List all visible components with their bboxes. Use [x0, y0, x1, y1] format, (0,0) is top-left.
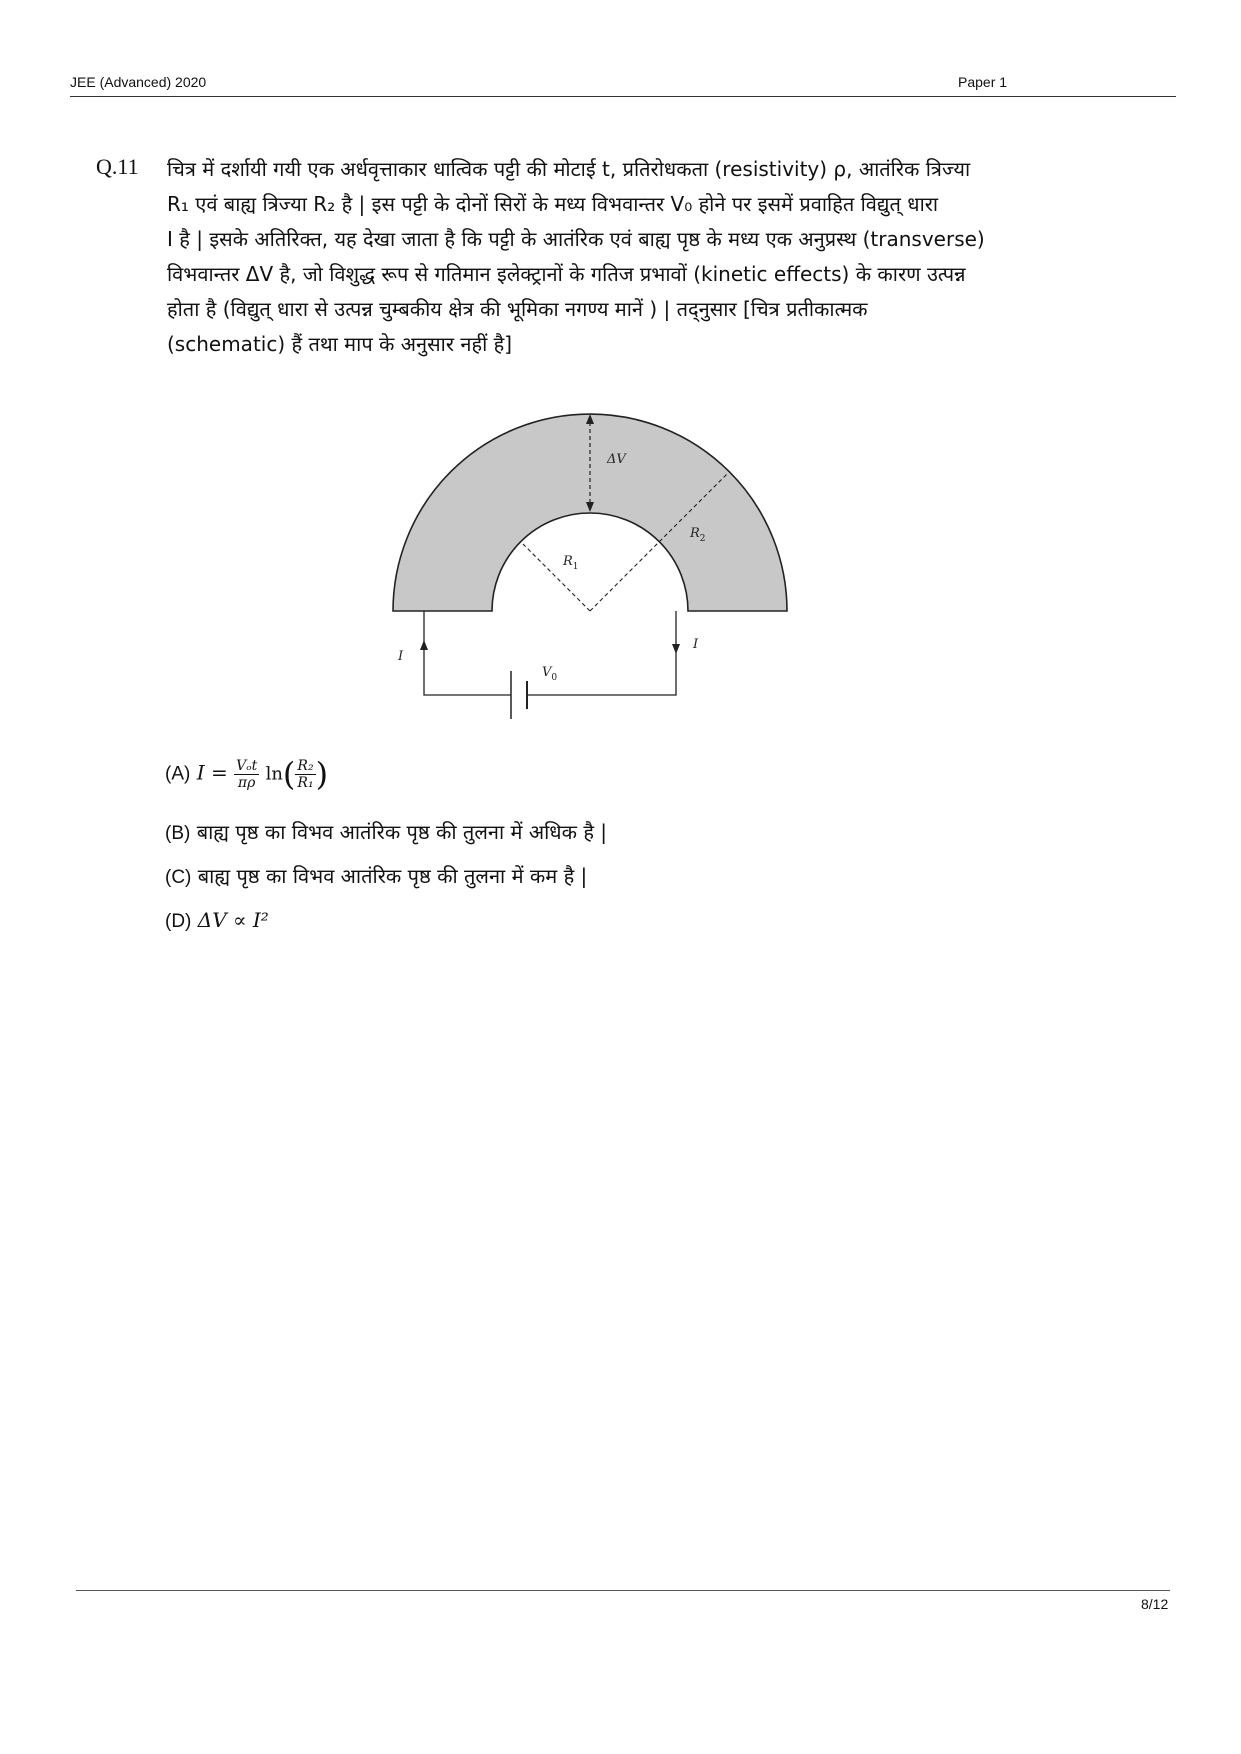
r1-subscript: 1 [572, 562, 579, 572]
option-a-lhs: I = [196, 760, 228, 785]
question-number: Q.11 [96, 154, 139, 179]
option-a-fraction: $\frac{\text{Vₒt}}{\pi\rho}$ [236, 757, 258, 791]
current-label-right: I [693, 637, 699, 652]
svg-text:ΔV [606, 452, 627, 467]
option-c[interactable] [165, 862, 587, 889]
question-line: (schematic) हैं तथा माप के अनुसार नहीं है] [167, 332, 513, 356]
r1-label: R [563, 554, 573, 569]
current-label-left: I [398, 649, 404, 664]
svg-text:R1 [562, 554, 579, 572]
current-arrow-down [672, 644, 680, 654]
option-a-label: (A) [165, 763, 191, 785]
option-b-text: बाह्य पृष्ठ का विभव आतंरिक पृष्ठ की तुलना में अधिक है | [196, 820, 608, 844]
header-divider [70, 96, 1176, 97]
page-header [70, 74, 1176, 96]
question-line: I है | इसके अतिरिक्त, यह देखा जाता है कि पट्टी के आतंरिक एवं बाह्य पृष्ठ के मध्य एक अनुप्रस्थ (transverse) [167, 227, 985, 251]
option-d-text: ΔV ∝ I² [197, 908, 269, 932]
footer-divider [76, 1590, 1170, 1591]
svg-text:I [397, 649, 404, 664]
question-line: होता है (विद्युत् धारा से उत्पन्न चुम्बकीय क्षेत्र की भूमिका नगण्य मानें ) | तद्नुसार [चित्र प्रतीकात्मक [167, 297, 868, 321]
option-a-ratio: $\frac{\text{R₂}}{\text{R₁}}$ [297, 757, 314, 791]
question-line: चित्र में दर्शायी गयी एक अर्धवृत्ताकार धात्विक पट्टी की मोटाई t, प्रतिरोधकता (resistivity) ρ, आतंरिक त्रिज्या [167, 157, 971, 181]
option-d-label: (D) [165, 911, 192, 932]
option-d[interactable] [165, 908, 269, 933]
option-b[interactable] [165, 818, 607, 845]
exam-title: JEE (Advanced) 2020 [70, 74, 207, 90]
svg-text:V0 [542, 665, 557, 683]
r2-subscript: 2 [699, 534, 706, 544]
v0-label: V [542, 665, 552, 680]
v0-subscript: 0 [551, 673, 558, 683]
r2-label: R [690, 526, 700, 541]
option-b-label: (B) [165, 823, 191, 844]
option-a-ln: ln [265, 763, 283, 785]
page-number: 8/12 [1141, 1596, 1169, 1612]
question-text [167, 152, 1077, 362]
paper-label: Paper 1 [958, 74, 1008, 90]
svg-text:I [692, 637, 699, 652]
semicircular-strip-figure [380, 400, 800, 745]
circuit-wire-right [527, 611, 676, 695]
circuit-wire [424, 611, 511, 695]
r1-line [523, 544, 590, 611]
option-c-label: (C) [165, 867, 192, 888]
delta-v-label: ΔV [607, 452, 626, 467]
question-line: विभवान्तर ΔV है, जो विशुद्ध रूप से गतिमान इलेक्ट्रानों के गतिज प्रभावों (kinetic effects) के कारण उत्पन्न [167, 262, 966, 286]
current-arrow-up [420, 640, 428, 650]
question-line: R₁ एवं बाह्य त्रिज्या R₂ है | इस पट्टी के दोनों सिरों के मध्य विभवान्तर V₀ होने पर इसमें प्रवाहित विद्युत् धारा [167, 192, 939, 216]
option-c-text: बाह्य पृष्ठ का विभव आतंरिक पृष्ठ की तुलना में कम है | [197, 864, 588, 888]
option-a[interactable]: (A) I = $\frac{\text{Vₒt}}{\pi\rho}$ ln( $\frac{\text{R₂}}{\text{R₁}}$ ) [165, 755, 329, 793]
